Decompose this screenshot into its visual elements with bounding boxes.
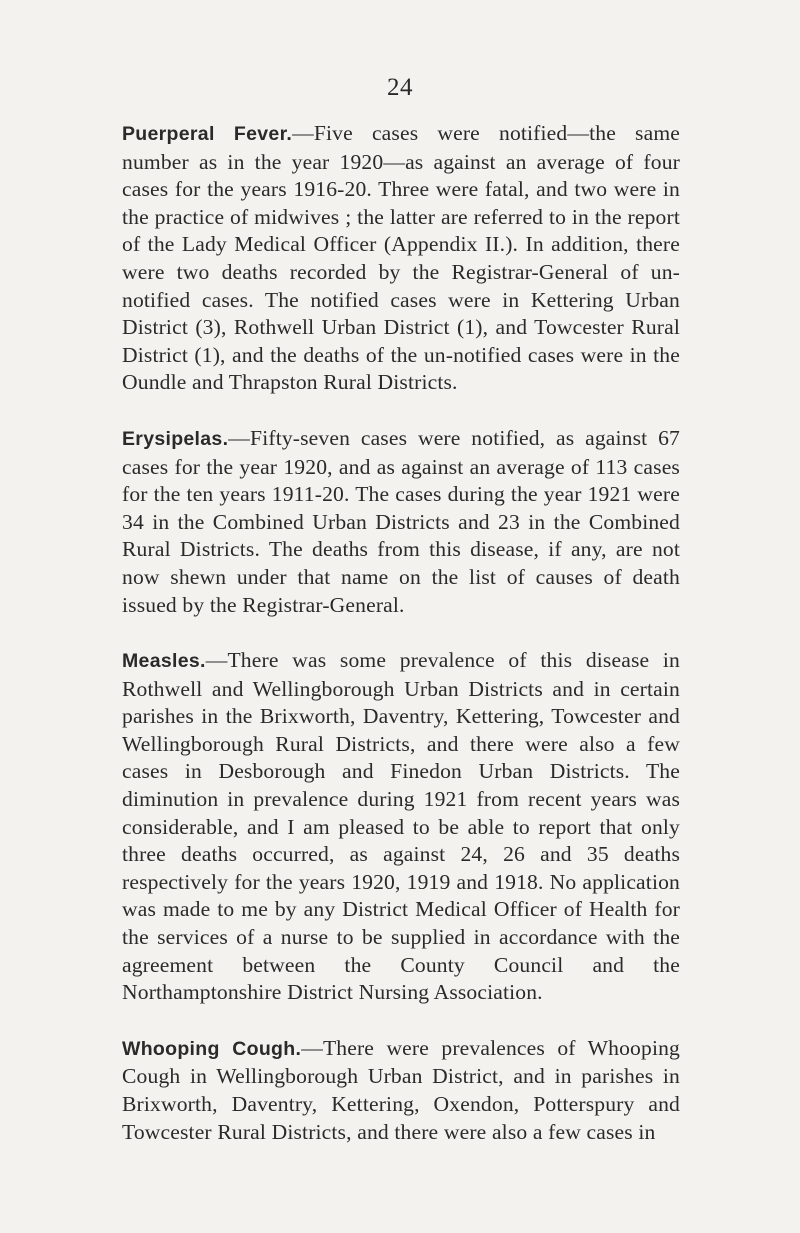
heading-whooping-cough: Whooping Cough. [122, 1037, 302, 1060]
paragraph-measles [122, 647, 680, 1007]
paragraph-text: —There was some prevalence of this disease in Rothwell and Wellingborough Urban Districts and in certain parishes in the Brixworth, Daventry, Kettering, Towcester and Wellingborough Rural Districts, and there were also a few cases in Desborough and Finedon Urban Districts. The diminution in prevalence during 1921 from recent years was considerable, and I am pleased to be able to report that only three deaths occurred, as against 24, 26 and 35 deaths respectively for the years 1920, 1919 and 1918. No application was made to me by any District Medical Officer of Health for the services of a nurse to be supplied in accordance with the agreement between the County Council and the Northamptonshire District Nursing Association. [122, 648, 680, 1005]
paragraph-puerperal-fever [122, 120, 680, 397]
paragraph-erysipelas [122, 425, 680, 619]
body-text [122, 120, 680, 1174]
paragraph-whooping-cough [122, 1035, 680, 1146]
heading-measles: Measles. [122, 650, 206, 673]
paragraph-text: —Five cases were notified—the same number as in the year 1920—as against an average of four cases for the years 1916-20. Three were fatal, and two were in the practice of midwives ; the latter are referred to in the report of the Lady Medical Officer (Appendix II.). In addition, there were two deaths recorded by the Registrar-General of un-notified cases. The notified cases were in Kettering Urban District (3), Rothwell Urban District (1), and Towcester Rural District (1), and the deaths of the un-notified cases were in the Oundle and Thrapston Rural Districts. [122, 121, 680, 395]
page-number: 24 [387, 74, 413, 101]
paragraph-text: —There were prevalences of Whooping Cough in Wellingborough Urban District, and in parishes in Brixworth, Daventry, Kettering, Oxendon, Potterspury and Towcester Rural Districts, and there were also a few cases in [122, 1035, 680, 1144]
heading-erysipelas: Erysipelas. [122, 427, 229, 450]
heading-puerperal-fever: Puerperal Fever. [122, 123, 293, 145]
paragraph-text: —Fifty-seven cases were notified, as against 67 cases for the year 1920, and as against an average of 113 cases for the ten years 1911-20. The cases during the year 1921 were 34 in the Combined Urban Districts and 23 in the Combined Rural Districts. The deaths from this disease, if any, are not now shewn under that name on the list of causes of death issued by the Registrar-General. [122, 425, 680, 617]
